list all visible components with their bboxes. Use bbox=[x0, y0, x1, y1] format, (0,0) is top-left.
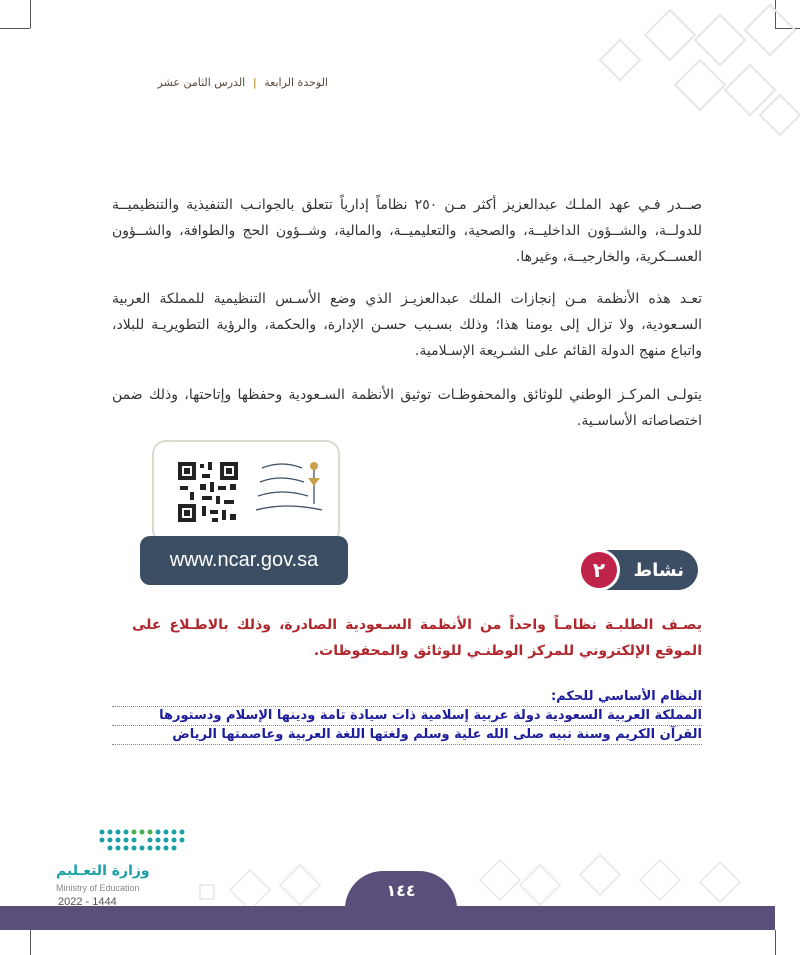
answer-area bbox=[112, 688, 702, 745]
answer-line-2: المملكة العربية السعودية دولة عربية إسلامية ذات سيادة تامة ودينها الإسلام ودستورها bbox=[112, 707, 702, 726]
ministry-dots-icon bbox=[98, 826, 188, 858]
qr-card-top bbox=[152, 440, 340, 544]
header-separator: | bbox=[252, 76, 257, 89]
ministry-name-en: Ministry of Education bbox=[56, 883, 140, 893]
url-bar[interactable]: www.ncar.gov.sa bbox=[140, 536, 348, 585]
answer-line-3: القرآن الكريم وسنة نبيه صلى الله علية وسلم ولغتها اللغة العربية وعاصمتها الرياض bbox=[112, 726, 702, 745]
activity-label: نشاط bbox=[588, 550, 698, 590]
activity-badge bbox=[578, 550, 698, 590]
qr-card[interactable] bbox=[140, 440, 348, 585]
qr-code-icon bbox=[176, 460, 240, 524]
page-header bbox=[158, 76, 328, 89]
activity-number: ٢ bbox=[578, 549, 620, 591]
paragraph-3: يتولـى المركـز الوطني للوثائق والمحفوظـات توثيق الأنظمة السـعودية وحفظها وإتاحتها، وذلك ضمن اختصاصاته الأساسـية. bbox=[112, 387, 702, 429]
answer-line-1: النظام الأساسي للحكم: bbox=[112, 688, 702, 707]
ncar-logo-icon bbox=[252, 456, 332, 526]
paragraph-1: صــدر فـي عهد الملـك عبدالعزيز أكثر مـن ٢٥٠ نظاماً إدارياً تتعلق بالجوانـب التنفيذية والتنظيميــة للدولــة، والشــؤون الداخليــة، والصحية، والتعليميــة، والمالية، وشــؤون الحج والطوافة، والشــؤون العســكرية، والخارجيــة، وغيرها. bbox=[112, 197, 702, 265]
page-number: ١٤٤ bbox=[345, 871, 457, 909]
paragraph-2: تعـد هذه الأنظمة مـن إنجازات الملك عبدالعزيـز الذي وضع الأسـس التنظيمية للمملكة العربية السـعودية، ولا تزال إلى يومنا هذا؛ وذلك بسـبب حسـن الإدارة، والحكمة، والرؤية التطويريـة للبلاد، واتباع منهج الدولة القائم على الشـريعة الإسـلامية. bbox=[112, 291, 702, 359]
crop-mark bbox=[0, 28, 30, 29]
unit-label: الوحدة الرابعة bbox=[264, 76, 328, 89]
ministry-name-ar: وزارة التعـليم bbox=[56, 863, 150, 879]
crop-mark bbox=[775, 930, 776, 955]
decorative-pattern bbox=[470, 0, 800, 140]
crop-mark bbox=[30, 930, 31, 955]
activity-instructions: يصـف الطلبـة نظامـاً واحداً من الأنظمة السـعودية الصادرة، وذلك بالاطـلاع على الموقع الإلكتروني للمركز الوطنـي للوثائق والمحفوظات. bbox=[132, 617, 702, 659]
edition-year: 2022 - 1444 bbox=[58, 896, 117, 908]
footer-band bbox=[0, 906, 775, 930]
crop-mark bbox=[30, 0, 31, 28]
lesson-label: الدرس الثامن عشر bbox=[157, 76, 246, 89]
